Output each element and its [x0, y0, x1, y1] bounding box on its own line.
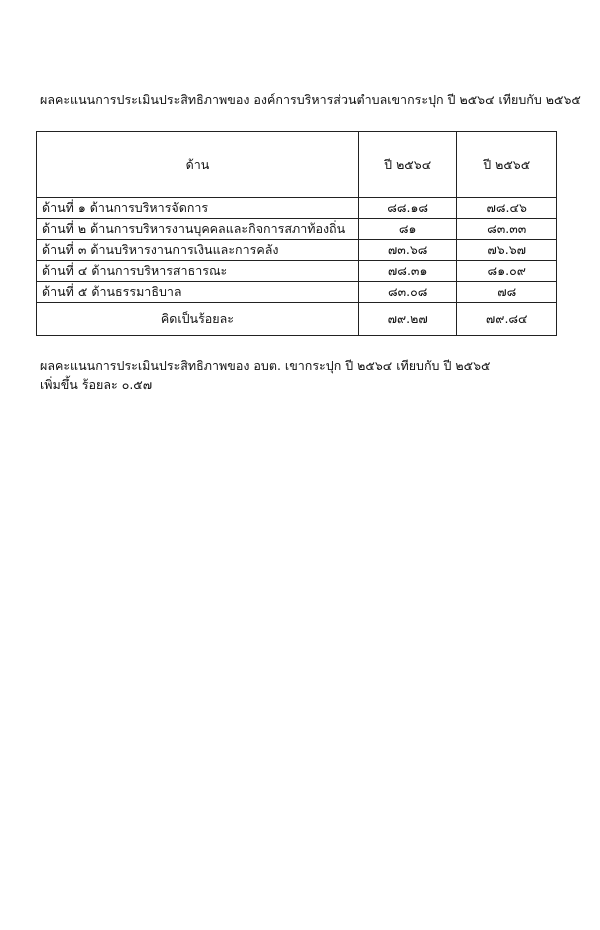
summary-increase-line: เพิ่มขึ้น ร้อยละ ๐.๕๗	[40, 377, 153, 392]
table-header-row	[37, 132, 557, 198]
row-value-2565: ๘๑.๐๙	[457, 261, 557, 282]
header-year-2564: ปี ๒๕๖๔	[358, 132, 457, 198]
row-value-2564: ๗๘.๓๑	[358, 261, 457, 282]
row-value-2564: ๗๓.๖๘	[358, 240, 457, 261]
evaluation-score-table	[36, 131, 557, 336]
summary-line: ผลคะแนนการประเมินประสิทธิภาพของ อบต. เขากระปุก ปี ๒๕๖๔ เทียบกับ ปี ๒๕๖๕	[40, 358, 491, 373]
row-value-2564: ๘๘.๑๘	[358, 198, 457, 219]
table-row	[37, 198, 557, 219]
row-value-2564: ๘๓.๐๘	[358, 282, 457, 303]
row-label: ด้านที่ ๓ ด้านบริหารงานการเงินและการคลัง	[37, 240, 359, 261]
table-row	[37, 282, 557, 303]
header-aspect: ด้าน	[37, 132, 359, 198]
table-total-row	[37, 303, 557, 336]
summary-text	[40, 356, 490, 394]
total-value-2564: ๗๙.๒๗	[358, 303, 457, 336]
row-value-2564: ๘๑	[358, 219, 457, 240]
table-row	[37, 261, 557, 282]
row-value-2565: ๗๘.๔๖	[457, 198, 557, 219]
table-row	[37, 240, 557, 261]
row-label: ด้านที่ ๑ ด้านการบริหารจัดการ	[37, 198, 359, 219]
row-value-2565: ๗๘	[457, 282, 557, 303]
total-value-2565: ๗๙.๘๔	[457, 303, 557, 336]
row-label: ด้านที่ ๒ ด้านการบริหารงานบุคคลและกิจการสภาท้องถิ่น	[37, 219, 359, 240]
row-value-2565: ๘๓.๓๓	[457, 219, 557, 240]
document-heading: ผลคะแนนการประเมินประสิทธิภาพของ องค์การบริหารส่วนตำบลเขากระปุก ปี ๒๕๖๔ เทียบกับ ๒๕๖๕	[40, 92, 581, 107]
row-value-2565: ๗๖.๖๗	[457, 240, 557, 261]
total-label: คิดเป็นร้อยละ	[37, 303, 359, 336]
row-label: ด้านที่ ๕ ด้านธรรมาธิบาล	[37, 282, 359, 303]
table-row	[37, 219, 557, 240]
row-label: ด้านที่ ๔ ด้านการบริหารสาธารณะ	[37, 261, 359, 282]
header-year-2565: ปี ๒๕๖๕	[457, 132, 557, 198]
